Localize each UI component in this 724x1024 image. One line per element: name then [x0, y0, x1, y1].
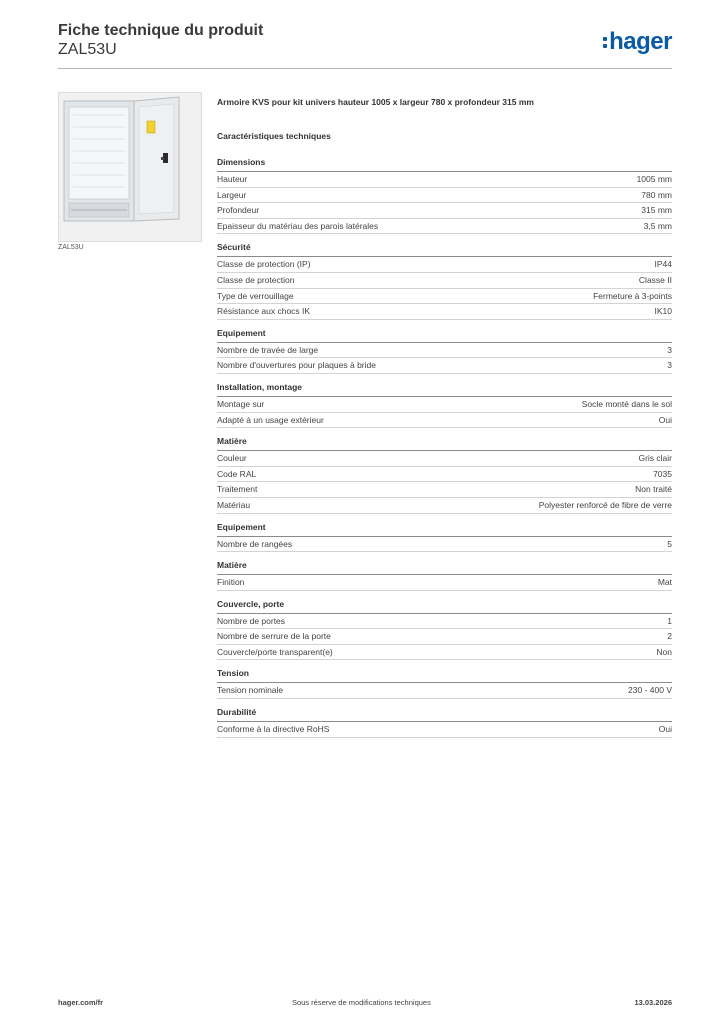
spec-value: 780 mm: [641, 189, 672, 200]
spec-row: [217, 575, 672, 591]
footer-disclaimer: Sous réserve de modifications techniques: [292, 998, 431, 1007]
product-reference: ZAL53U: [58, 41, 117, 58]
spec-row: [217, 172, 672, 188]
spec-row: [217, 683, 672, 699]
spec-value: 2: [667, 631, 672, 642]
spec-label: Tension nominale: [217, 685, 284, 696]
spec-label: Nombre de serrure de la porte: [217, 631, 331, 642]
section-title: Matière: [217, 559, 672, 575]
section-title: Equipement: [217, 327, 672, 343]
spec-row: [217, 343, 672, 359]
spec-label: Type de verrouillage: [217, 290, 294, 301]
spec-row: [217, 289, 672, 305]
spec-section: [217, 435, 672, 513]
spec-value: 3: [667, 344, 672, 355]
spec-label: Conforme à la directive RoHS: [217, 724, 330, 735]
spec-label: Code RAL: [217, 468, 257, 479]
spec-label: Nombre de portes: [217, 615, 286, 626]
section-title: Matière: [217, 435, 672, 451]
spec-label: Epaisseur du matériau des parois latérales: [217, 220, 379, 231]
spec-value: 1: [667, 615, 672, 626]
spec-label: Hauteur: [217, 174, 248, 184]
image-caption: ZAL53U: [58, 244, 84, 251]
section-title: Durabilité: [217, 706, 672, 722]
specs-heading: Caractéristiques techniques: [217, 131, 331, 141]
spec-label: Adapté à un usage extérieur: [217, 414, 324, 425]
spec-row: [217, 257, 672, 273]
footer-website: hager.com/fr: [58, 998, 104, 1007]
spec-row: [217, 498, 672, 514]
spec-row: [217, 413, 672, 429]
spec-value: 3: [667, 360, 672, 371]
spec-label: Traitement: [217, 484, 258, 495]
product-description: Armoire KVS pour kit univers hauteur 1005 x largeur 780 x profondeur 315 mm: [217, 97, 534, 107]
spec-row: [217, 629, 672, 645]
spec-value: Non: [656, 646, 672, 657]
spec-sections: [217, 156, 672, 738]
spec-row: [217, 188, 672, 204]
spec-value: 7035: [653, 468, 672, 479]
spec-row: [217, 397, 672, 413]
spec-value: 3,5 mm: [643, 220, 672, 231]
spec-section: [217, 241, 672, 319]
spec-value: Mat: [657, 577, 672, 588]
spec-row: [217, 451, 672, 467]
spec-value: Socle monté dans le sol: [581, 398, 672, 409]
spec-label: Matériau: [217, 499, 251, 510]
product-image: [58, 92, 202, 242]
spec-row: [217, 722, 672, 738]
section-title: Sécurité: [217, 241, 672, 257]
spec-value: 230 - 400 V: [628, 685, 672, 696]
spec-label: Largeur: [217, 189, 247, 200]
spec-value: Fermeture à 3-points: [593, 290, 672, 301]
spec-section: [217, 706, 672, 738]
spec-value: IK10: [654, 306, 672, 317]
section-title: Installation, montage: [217, 381, 672, 397]
spec-row: [217, 219, 672, 235]
spec-value: Classe II: [638, 274, 672, 285]
spec-label: Couleur: [217, 453, 247, 464]
document-title: Fiche technique du produit: [58, 22, 264, 39]
spec-row: [217, 614, 672, 630]
spec-value: Polyester renforcé de fibre de verre: [538, 499, 672, 510]
spec-row: [217, 645, 672, 661]
spec-label: Nombre de rangées: [217, 538, 293, 549]
section-title: Equipement: [217, 521, 672, 537]
spec-label: Profondeur: [217, 205, 260, 216]
spec-value: IP44: [654, 259, 672, 270]
spec-section: [217, 381, 672, 428]
hager-logo: [603, 28, 672, 56]
section-title: Tension: [217, 667, 672, 683]
spec-row: [217, 537, 672, 553]
spec-row: [217, 467, 672, 483]
spec-section: [217, 521, 672, 553]
spec-label: Montage sur: [217, 398, 265, 409]
spec-row: [217, 203, 672, 219]
spec-label: Nombre d'ouvertures pour plaques à bride: [217, 360, 376, 371]
spec-section: [217, 667, 672, 699]
spec-label: Classe de protection (IP): [217, 259, 311, 270]
spec-value: 5: [667, 538, 672, 549]
footer-date: 13.03.2026: [634, 998, 672, 1007]
spec-value: Gris clair: [638, 453, 672, 464]
spec-row: [217, 304, 672, 320]
spec-value: Non traité: [635, 484, 672, 495]
spec-label: Classe de protection: [217, 274, 295, 285]
header-divider: [58, 68, 672, 69]
spec-label: Résistance aux chocs IK: [217, 306, 311, 317]
spec-value: Oui: [658, 414, 672, 425]
spec-value: 1005 mm: [636, 174, 672, 184]
logo-colon-icon: [603, 37, 607, 48]
spec-label: Nombre de travée de large: [217, 344, 319, 355]
spec-label: Finition: [217, 577, 245, 588]
spec-label: Couvercle/porte transparent(e): [217, 646, 333, 657]
spec-section: [217, 327, 672, 374]
spec-row: [217, 482, 672, 498]
spec-row: [217, 358, 672, 374]
logo-text: hager: [609, 28, 672, 55]
spec-content: [217, 96, 672, 745]
section-title: Couvercle, porte: [217, 598, 672, 614]
spec-section: [217, 559, 672, 591]
spec-section: [217, 156, 672, 234]
electrical-cabinet-icon: [59, 93, 201, 241]
spec-value: 315 mm: [641, 205, 672, 216]
section-title: Dimensions: [217, 156, 672, 172]
spec-value: Oui: [658, 724, 672, 735]
spec-row: [217, 273, 672, 289]
spec-section: [217, 598, 672, 661]
page-header: [58, 22, 672, 68]
